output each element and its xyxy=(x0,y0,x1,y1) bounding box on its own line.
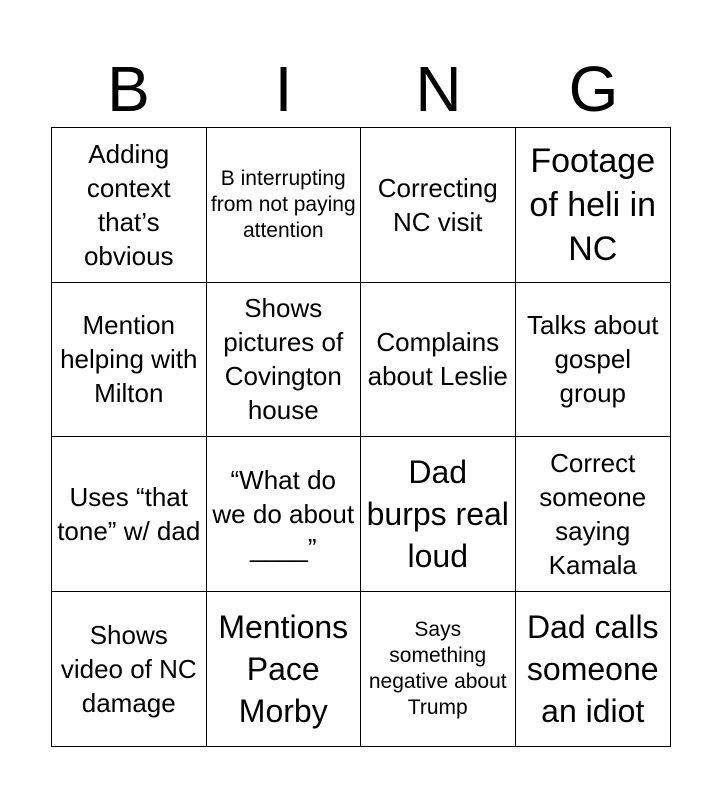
bingo-cell[interactable] xyxy=(52,128,207,283)
cell-text: Uses “that tone” w/ dad xyxy=(57,481,201,546)
cell-text: “What do we do about ____” xyxy=(212,464,355,563)
cell-text: Says something negative about Trump xyxy=(368,617,507,719)
cell-text: Footage of heli in NC xyxy=(529,141,657,268)
cell-text: Talks about gospel group xyxy=(526,310,659,409)
bingo-cell[interactable] xyxy=(361,283,516,438)
bingo-cell[interactable] xyxy=(52,437,207,592)
cell-text: Complains about Leslie xyxy=(367,327,508,392)
bingo-cell[interactable] xyxy=(361,592,516,747)
header-letter-g: G xyxy=(568,53,619,125)
cell-text: Shows video of NC damage xyxy=(60,619,197,718)
cell-text: Mentions Pace Morby xyxy=(218,608,349,729)
header-letter-b: B xyxy=(107,53,150,125)
cell-text: Mention helping with Milton xyxy=(60,310,198,409)
cell-text: Correcting NC visit xyxy=(377,172,498,237)
bingo-board xyxy=(51,127,671,747)
bingo-cell[interactable] xyxy=(516,128,671,283)
header-letter-i: I xyxy=(274,53,293,125)
cell-text: Dad calls someone an idiot xyxy=(526,608,659,729)
bingo-cell[interactable] xyxy=(207,283,362,438)
cell-text: B interrupting from not paying attention xyxy=(210,166,356,242)
bingo-cell[interactable] xyxy=(52,592,207,747)
bingo-cell[interactable] xyxy=(361,128,516,283)
bingo-cell[interactable] xyxy=(207,437,362,592)
cell-text: Shows pictures of Covington house xyxy=(223,293,344,426)
bingo-header xyxy=(51,50,671,128)
cell-text: Correct someone saying Kamala xyxy=(539,447,647,580)
bingo-cell[interactable] xyxy=(207,128,362,283)
bingo-cell[interactable] xyxy=(207,592,362,747)
bingo-cell[interactable] xyxy=(516,592,671,747)
bingo-cell[interactable] xyxy=(52,283,207,438)
cell-text: Dad burps real loud xyxy=(366,453,509,574)
bingo-cell[interactable] xyxy=(516,283,671,438)
bingo-cell[interactable] xyxy=(361,437,516,592)
bingo-cell[interactable] xyxy=(516,437,671,592)
cell-text: Adding context that’s obvious xyxy=(83,138,174,271)
header-letter-n: N xyxy=(415,53,462,125)
